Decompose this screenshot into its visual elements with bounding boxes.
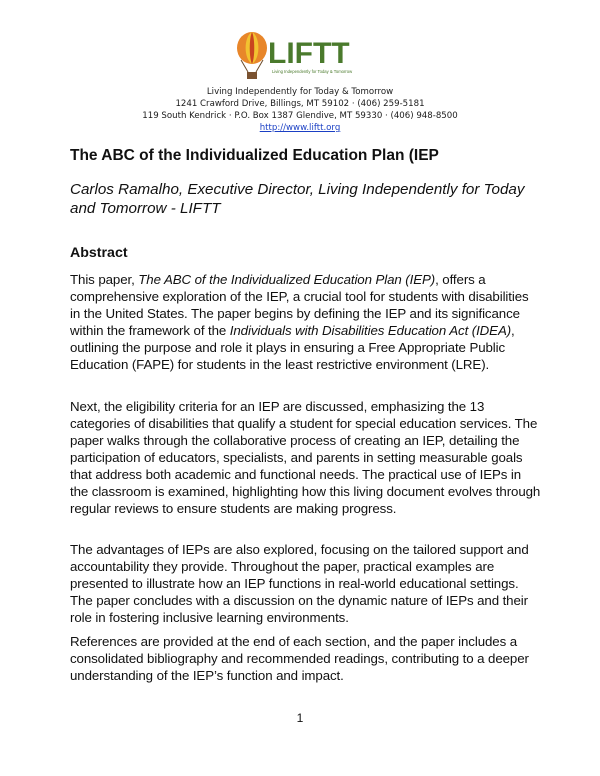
abstract-paragraph-2: Next, the eligibility criteria for an IEP are discussed, emphasizing the 13 categories of disabilities that qualify a student for special education services. The paper walks through the collaborative process of creating an IEP, detailing the participation of educators, specialists, and parents in setting measurable goals that address both academic and functional needs. The practical use of IEPs in the classroom is examined, highlighting how this living document evolves through regular reviews to ensure students are making progress.	[70, 399, 541, 516]
logo-tagline: Living Independently for Today & Tomorrow	[272, 69, 353, 74]
billings-address: 1241 Crawford Drive, Billings, MT 59102 · (406) 259-5181	[175, 99, 425, 109]
idea-act-italic: Individuals with Disabilities Education Act (IDEA)	[229, 323, 512, 338]
abstract-paragraph-1: This paper, The ABC of the Individualized Education Plan (IEP), offers a comprehensive exploration of the IEP, a crucial tool for students with disabilities in the United States. The paper begins by defining the IEP and its significance within the framework of the Individuals with Disabilities Education Act (IDEA), outlining the purpose and role it plays in ensuring a Free Appropriate Public Education (FAPE) for students in the least restrictive environment (LRE).	[70, 272, 529, 372]
paper-title-italic: The ABC of the Individualized Education Plan (IEP)	[138, 272, 436, 287]
hot-air-balloon-icon	[232, 30, 372, 82]
abstract-heading: Abstract	[70, 245, 128, 261]
org-name: Living Independently for Today & Tomorrow	[206, 87, 394, 97]
author-line: Carlos Ramalho, Executive Director, Living Independently for Today and Tomorrow - LIFTT	[70, 181, 525, 217]
glendive-address: 119 South Kendrick · P.O. Box 1387 Glendive, MT 59330 · (406) 948-8500	[142, 111, 458, 121]
document-title: The ABC of the Individualized Education Plan (IEP	[70, 147, 439, 164]
abstract-paragraph-4: References are provided at the end of each section, and the paper includes a consolidated bibliography and recommended readings, contributing to a deeper understanding of the IEP’s function and impact.	[70, 634, 529, 683]
page-number: 1	[296, 711, 304, 725]
abstract-paragraph-3: The advantages of IEPs are also explored, focusing on the tailored support and accountability they provide. Throughout the paper, practical examples are presented to illustrate how an IEP functions in real-world educational settings. The paper concludes with a discussion on the dynamic nature of IEPs and their role in fostering inclusive learning environments.	[70, 542, 529, 625]
liftt-logo	[232, 30, 372, 82]
logo-wordmark: LIFTT	[268, 37, 350, 70]
letterhead-contact	[100, 86, 500, 134]
website-link[interactable]: http://www.liftt.org	[259, 123, 341, 133]
